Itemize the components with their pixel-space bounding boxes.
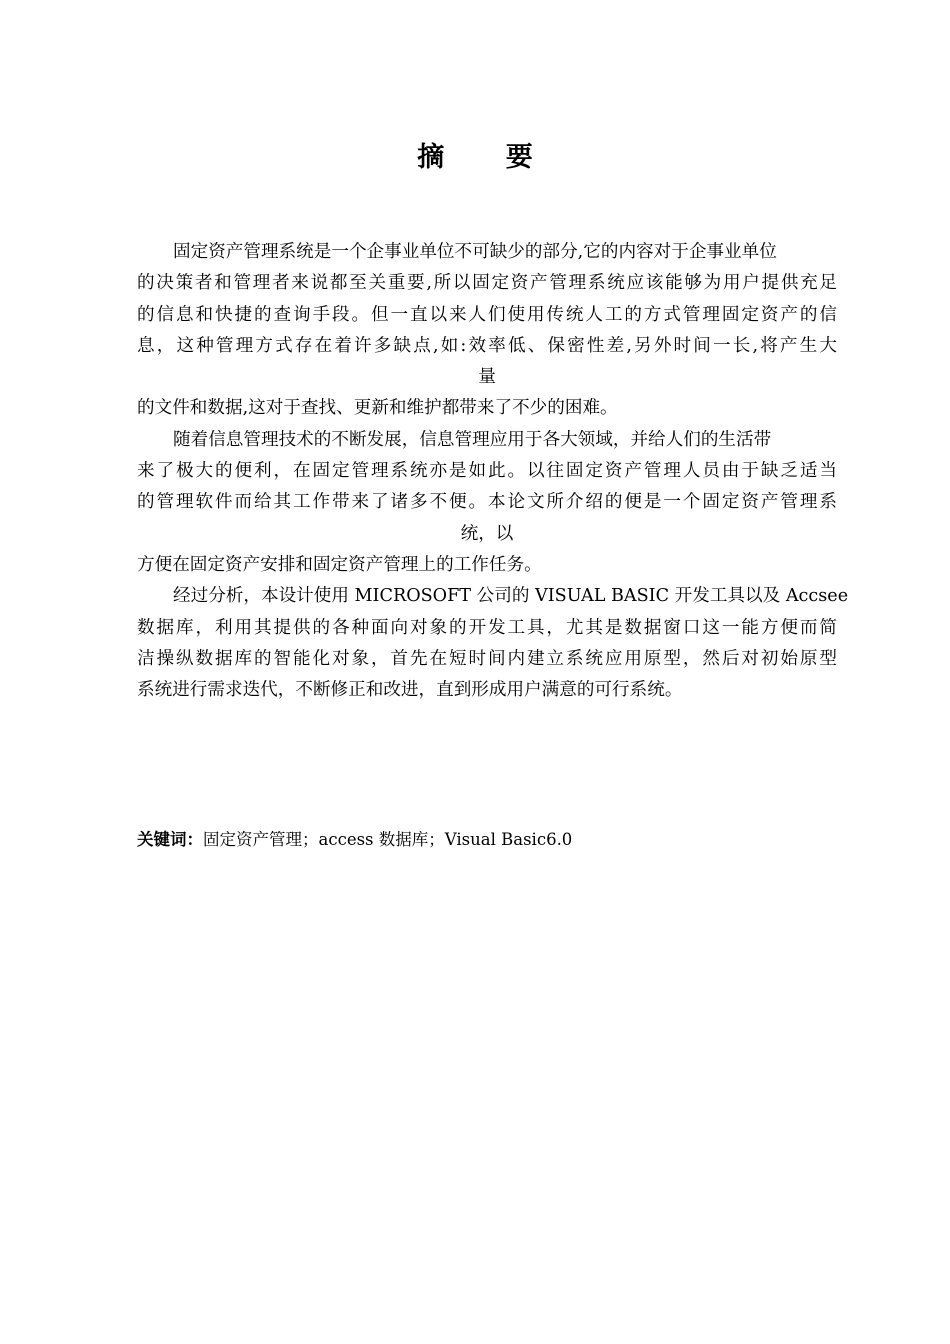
keywords-label: 关键词：: [137, 830, 203, 849]
paragraph-2: [137, 425, 837, 581]
text-line: 的决策者和管理者来说都至关重要,所以固定资产管理系统应该能够为用户提供充足: [137, 273, 837, 294]
abstract-body: [137, 237, 849, 706]
keywords-line: [137, 826, 837, 854]
text-line: 方便在固定资产安排和固定资产管理上的工作任务。: [137, 554, 542, 575]
text-line: 洁操纵数据库的智能化对象，首先在短时间内建立系统应用原型，然后对初始原型: [137, 648, 837, 669]
text-line: 的文件和数据,这对于查找、更新和维护都带来了不少的困难。: [137, 398, 618, 419]
text-line: 的信息和快捷的查询手段。但一直以来人们使用传统人工的方式管理固定资产的信: [137, 304, 837, 325]
text-line: 来了极大的便利，在固定管理系统亦是如此。以往固定资产管理人员由于缺乏适当: [137, 461, 837, 482]
text-line: 数据库，利用其提供的各种面向对象的开发工具，尤其是数据窗口这一能方便而简: [137, 617, 837, 638]
text-line: 系统进行需求迭代，不断修正和改进，直到形成用户满意的可行系统。: [137, 680, 683, 701]
paragraph-1: [137, 237, 837, 425]
text-line: 固定资产管理系统是一个企事业单位不可缺少的部分,它的内容对于企事业单位: [173, 242, 777, 262]
keywords-value: 固定资产管理；access 数据库；Visual Basic6.0: [203, 830, 573, 849]
text-line: 的管理软件而给其工作带来了诸多不便。本论文所介绍的便是一个固定资产管理系: [137, 492, 837, 513]
text-line: 统，以: [460, 523, 514, 544]
text-line: 息，这种管理方式存在着许多缺点,如:效率低、保密性差,另外时间一长,将产生大: [137, 335, 837, 356]
text-line: 量: [478, 367, 496, 388]
paragraph-3: [137, 581, 849, 706]
page-title: 摘 要: [417, 142, 559, 173]
text-line: 随着信息管理技术的不断发展，信息管理应用于各大领域，并给人们的生活带: [173, 429, 772, 450]
text-line: 经过分析，本设计使用 MICROSOFT 公司的 VISUAL BASIC 开发工具以及 Accsee: [173, 586, 849, 607]
